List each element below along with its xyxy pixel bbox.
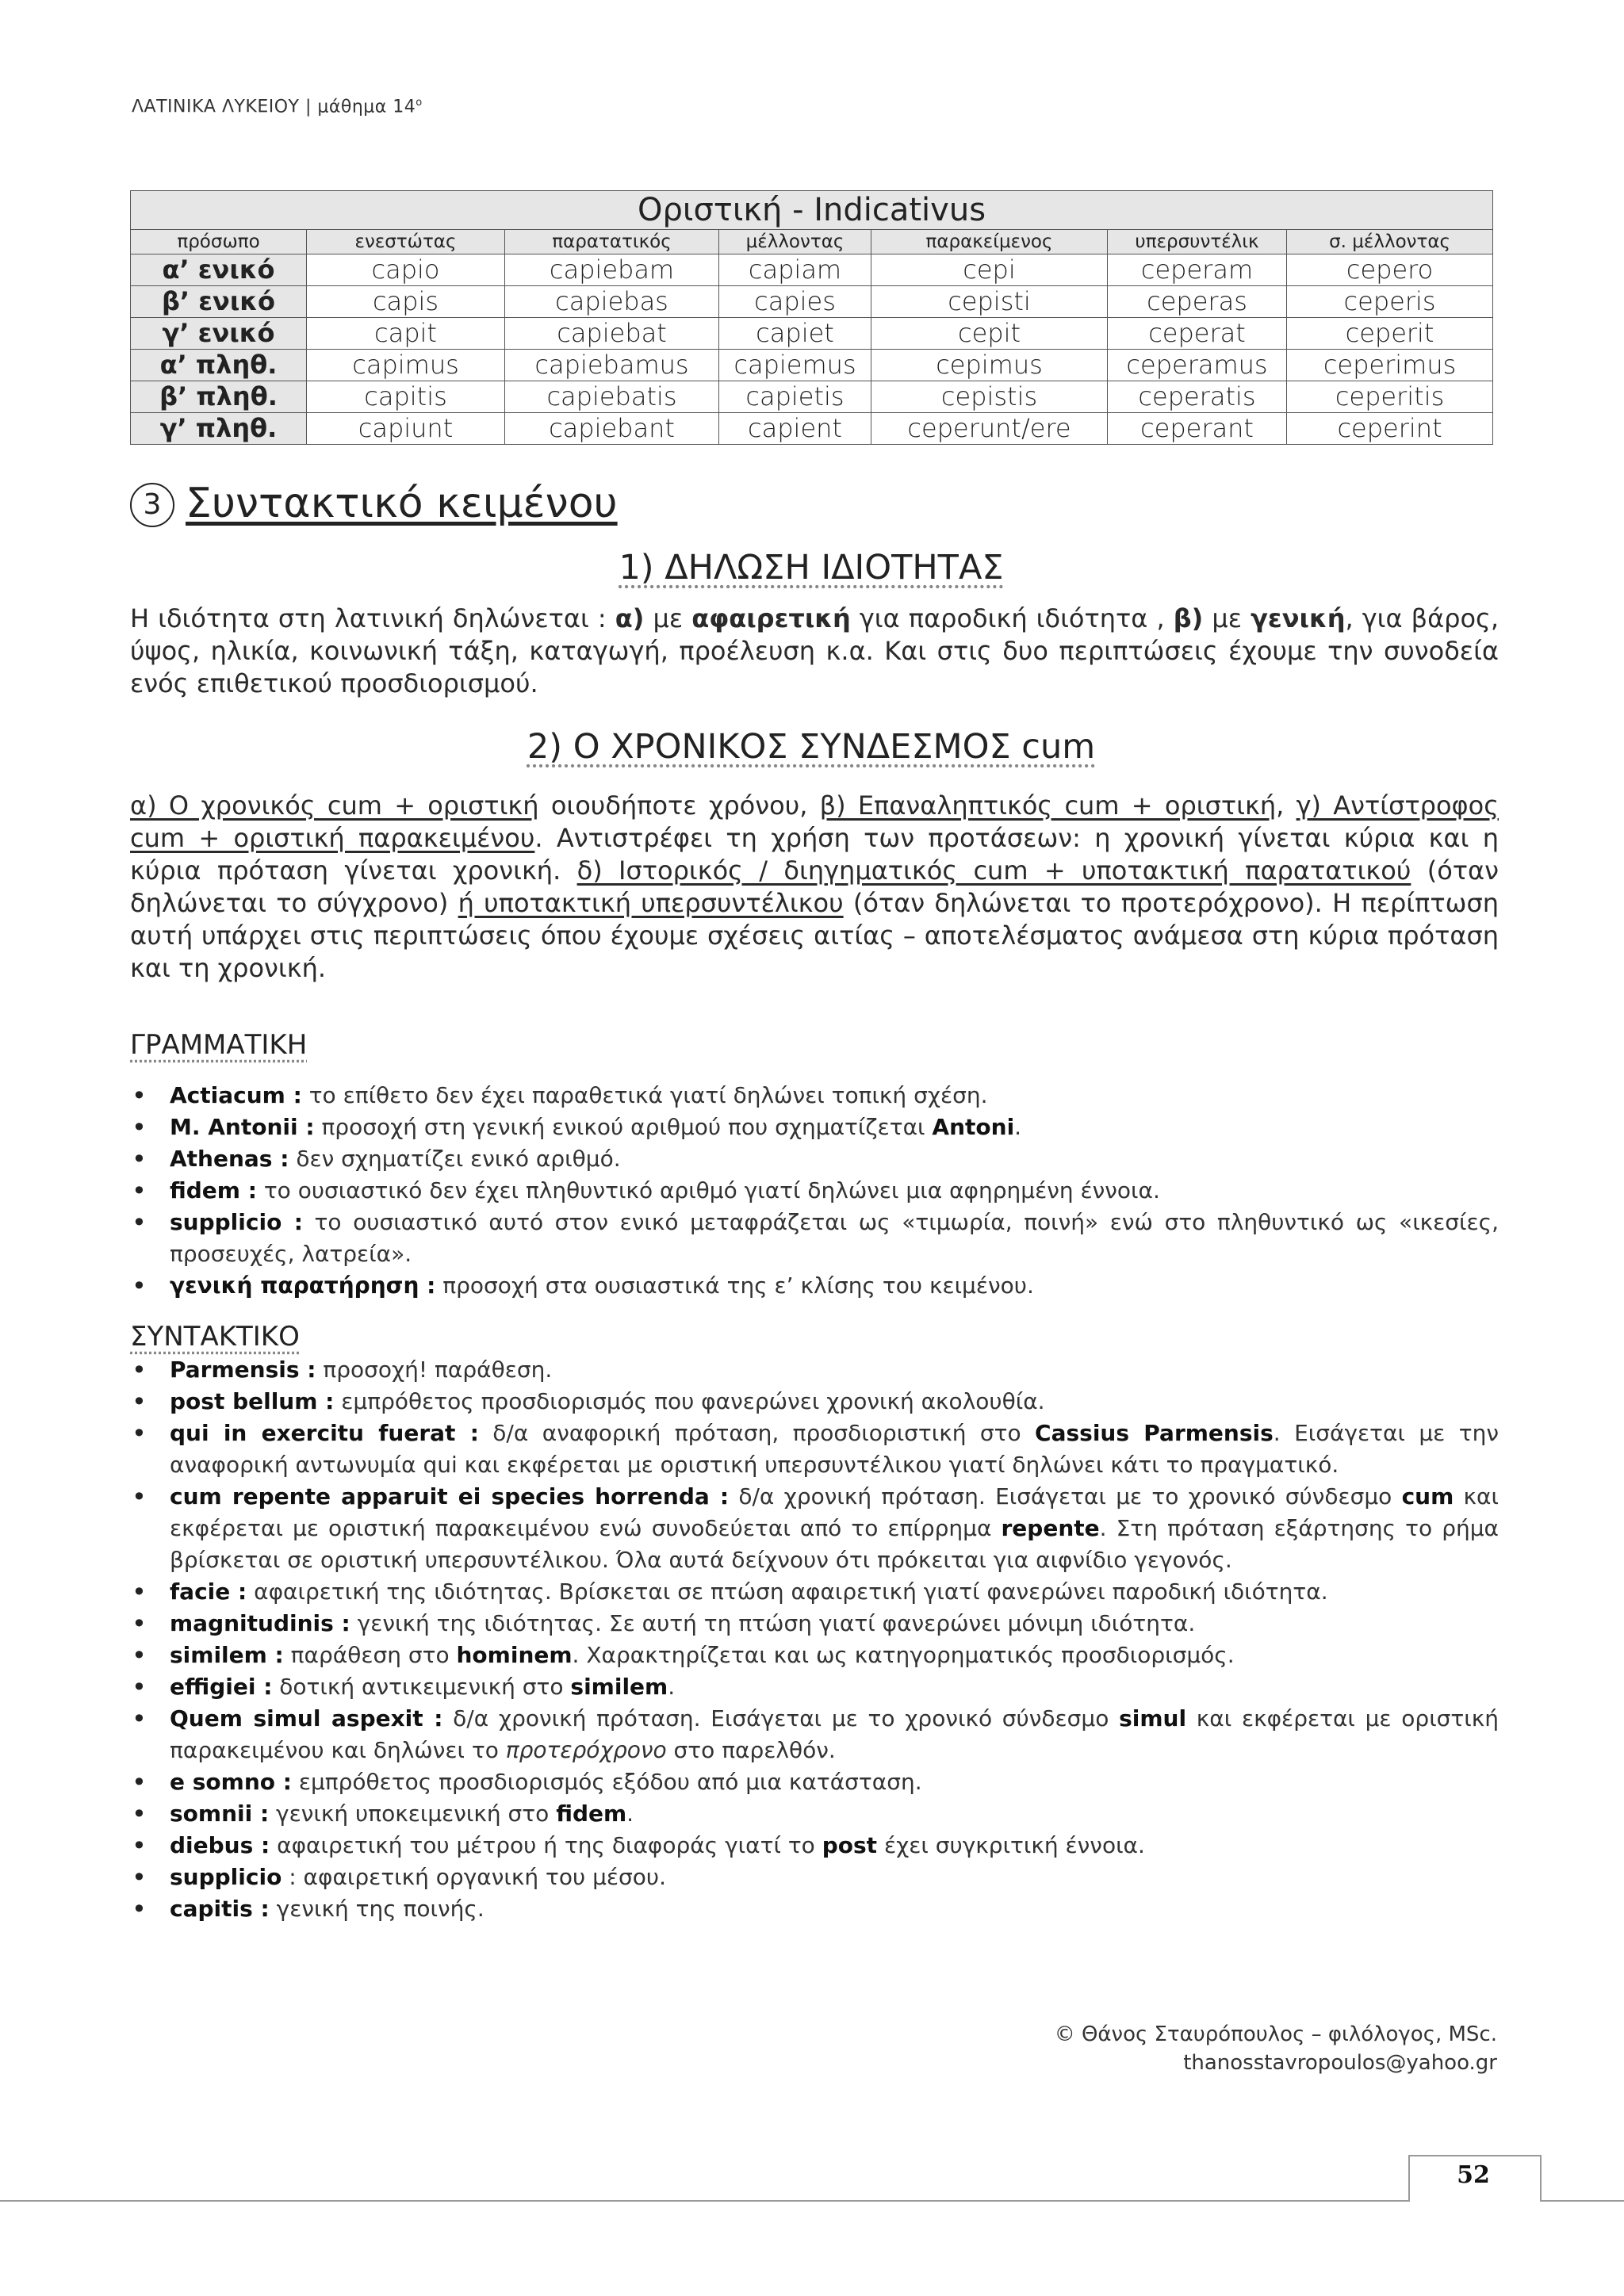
italic-text: προτερόχρονο [505, 1737, 667, 1763]
syntax-list [130, 1354, 1499, 1925]
column-header: πρόσωπο [131, 230, 307, 254]
list-item [130, 1175, 1499, 1207]
term: Athenas : [170, 1146, 289, 1172]
term: Actiacum : [170, 1082, 302, 1108]
paragraph-property [130, 603, 1499, 700]
person-cell: α’ ενικό [131, 254, 307, 286]
text: στο παρελθόν. [666, 1737, 836, 1763]
table-cell: cepisti [871, 286, 1108, 318]
term: facie : [170, 1578, 247, 1605]
table-cell: capiebat [505, 318, 719, 350]
table-cell: capit [307, 318, 505, 350]
text: δοτική αντικειμενική στο [272, 1674, 571, 1700]
table-cell: cepi [871, 254, 1108, 286]
text: και εκφέρεται με οριστική παρακειμένου και δηλώνει το [170, 1705, 1499, 1763]
paragraph-cum [130, 790, 1499, 985]
author-name: © Θάνος Σταυρόπουλος – φιλόλογος, MSc. [1054, 2022, 1497, 2046]
table-cell: capis [307, 286, 505, 318]
table-cell: capitis [307, 381, 505, 413]
list-item [130, 1830, 1499, 1862]
table-title: Οριστική - Indicativus [131, 191, 1493, 230]
text: εμπρόθετος προσδιορισμός που φανερώνει χρονική ακολουθία. [334, 1388, 1045, 1414]
text: γενική της ιδιότητας. Σε αυτή τη πτώση γιατί φανερώνει μόνιμη ιδιότητα. [350, 1610, 1196, 1636]
table-cell: capiam [719, 254, 871, 286]
column-header: ενεστώτας [307, 230, 505, 254]
text: προσοχή στη γενική ενικού αριθμού που σχηματίζεται [314, 1114, 933, 1140]
term: cum repente apparuit ei species horrenda : [170, 1483, 730, 1510]
text: το ουσιαστικό αυτό στον ενικό μεταφράζεται ως «τιμωρία, ποινή» ενώ στο πληθυντικό ως «ικεσίες, προσευχές, λατρεία». [170, 1209, 1499, 1267]
table-cell: ceperas [1108, 286, 1287, 318]
text: . Χαρακτηρίζεται και ως κατηγορηματικός προσδιορισμός. [572, 1642, 1235, 1668]
subheading-cum [130, 725, 1492, 769]
table-cell: ceperitis [1287, 381, 1493, 413]
person-cell: β’ πληθ. [131, 381, 307, 413]
table-row [131, 318, 1493, 350]
text: , [1276, 790, 1297, 821]
table-cell: capiet [719, 318, 871, 350]
running-header-sup: ο [416, 97, 423, 109]
text: . [668, 1674, 676, 1700]
text: για παροδική ιδιότητα , [850, 603, 1174, 633]
indicative-conjugation-table [130, 190, 1493, 445]
term: magnitudinis : [170, 1610, 350, 1636]
person-cell: α’ πληθ. [131, 350, 307, 381]
list-item [130, 1671, 1499, 1703]
table-cell: capient [719, 413, 871, 445]
table-cell: capietis [719, 381, 871, 413]
term: post bellum : [170, 1388, 335, 1414]
text: γενική υποκειμενική στο [269, 1800, 557, 1827]
table-cell: ceperat [1108, 318, 1287, 350]
term: diebus : [170, 1832, 270, 1858]
list-item [130, 1386, 1499, 1418]
text: με [1203, 603, 1251, 633]
term: e somno : [170, 1769, 292, 1795]
table-cell: capiebamus [505, 350, 719, 381]
bold-text: α) [615, 603, 645, 633]
term: M. Antonii : [170, 1114, 315, 1140]
bold-text: cum [1401, 1483, 1454, 1510]
term: qui in exercitu fuerat : [170, 1420, 479, 1446]
table-row [131, 254, 1493, 286]
table-cell: capiebatis [505, 381, 719, 413]
list-item [130, 1080, 1499, 1112]
term: capitis : [170, 1896, 270, 1922]
table-cell: ceperant [1108, 413, 1287, 445]
grammar-list [130, 1080, 1499, 1302]
grammar-heading: ΓΡΑΜΜΑΤΙΚΗ [130, 1029, 308, 1061]
underlined-text: β) Επαναληπτικός cum + οριστική [819, 790, 1277, 821]
term: supplicio [170, 1864, 282, 1890]
text: και εκφέρεται με οριστική παρακειμένου ενώ συνοδεύεται από το επίρρημα [170, 1483, 1499, 1541]
text: . [1014, 1114, 1022, 1140]
list-item [130, 1143, 1499, 1175]
section-title: Συντακτικό κειμένου [186, 480, 618, 527]
text: δ/α χρονική πρόταση. Εισάγεται με το χρονικό σύνδεσμο [442, 1705, 1120, 1732]
text: προσοχή στα ουσιαστικά της ε’ κλίσης του κειμένου. [435, 1272, 1034, 1299]
text: . [626, 1800, 634, 1827]
text: με [644, 603, 692, 633]
text: το ουσιαστικό δεν έχει πληθυντικό αριθμό γιατί δηλώνει μια αφηρημένη έννοια. [256, 1177, 1160, 1203]
table-cell: capiemus [719, 350, 871, 381]
text: δεν σχηματίζει ενικό αριθμό. [289, 1146, 621, 1172]
table-row [131, 350, 1493, 381]
bold-text: repente [1001, 1515, 1100, 1541]
bold-text: simul [1119, 1705, 1187, 1732]
syntax-heading: ΣΥΝΤΑΚΤΙΚΟ [130, 1321, 300, 1353]
list-item [130, 1798, 1499, 1830]
column-header: παρακείμενος [871, 230, 1108, 254]
author-email: thanosstavropoulos@yahoo.gr [1183, 2051, 1497, 2075]
bold-text: similem [570, 1674, 668, 1700]
table-cell: cepero [1287, 254, 1493, 286]
term: effigiei : [170, 1674, 273, 1700]
text: Η ιδιότητα στη λατινική δηλώνεται : [130, 603, 615, 633]
running-header-text: ΛΑΤΙΝΙΚΑ ΛΥΚΕΙΟΥ | μάθημα 14 [132, 97, 416, 117]
list-item [130, 1608, 1499, 1640]
bold-text: Antoni [932, 1114, 1015, 1140]
table-cell: ceperamus [1108, 350, 1287, 381]
term: similem : [170, 1642, 284, 1668]
text: (όταν δηλώνεται το σύγχρονο) [130, 855, 1500, 918]
underlined-text: δ) Ιστορικός / διηγηματικός cum + υποτακτική παρατατικού [576, 855, 1411, 886]
list-item [130, 1640, 1499, 1671]
table-cell: capiebas [505, 286, 719, 318]
text: . Αντιστρέφει τη χρήση των προτάσεων: η χρονική γίνεται κύρια και η κύρια πρόταση γίνεται χρονική. [130, 823, 1500, 886]
column-header: παρατατικός [505, 230, 719, 254]
text: γενική της ποινής. [269, 1896, 485, 1922]
term: fidem : [170, 1177, 257, 1203]
bold-text: γενική [1251, 603, 1346, 633]
text: αφαιρετική της ιδιότητας. Βρίσκεται σε πτώση αφαιρετική γιατί φανερώνει παροδική ιδιότητα. [247, 1578, 1328, 1605]
section-heading [130, 477, 618, 530]
column-header: μέλλοντας [719, 230, 871, 254]
term: Parmensis : [170, 1357, 316, 1383]
bold-text: β) [1173, 603, 1204, 633]
table-cell: ceperint [1287, 413, 1493, 445]
page-number: 52 [1457, 2161, 1490, 2189]
person-cell: β’ ενικό [131, 286, 307, 318]
table-row [131, 286, 1493, 318]
subheading-cum-text: 2) Ο ΧΡΟΝΙΚΟΣ ΣΥΝΔΕΣΜΟΣ cum [527, 727, 1096, 767]
person-cell: γ’ πληθ. [131, 413, 307, 445]
text: προσοχή! παράθεση. [316, 1357, 553, 1383]
text: δ/α χρονική πρόταση. Εισάγεται με το χρονικό σύνδεσμο [729, 1483, 1402, 1510]
list-item [130, 1481, 1499, 1576]
table-cell: capio [307, 254, 505, 286]
table-cell: cepit [871, 318, 1108, 350]
text: δ/α αναφορική πρόταση, προσδιοριστική στο [478, 1420, 1036, 1446]
text: (όταν δηλώνεται το προτερόχρονο). Η περίπτωση αυτή υπάρχει στις περιπτώσεις όπου έχουμε σχέσεις αιτίας – αποτελέσματος ανάμεσα στη κύρια πρόταση και τη χρονική. [130, 888, 1500, 983]
table-cell: capies [719, 286, 871, 318]
table-cell: cepimus [871, 350, 1108, 381]
term: Quem simul aspexit : [170, 1705, 443, 1732]
list-item [130, 1112, 1499, 1143]
text: παράθεση στο [283, 1642, 457, 1668]
author-credit [1055, 2020, 1497, 2077]
text: εμπρόθετος προσδιορισμός εξόδου από μια κατάσταση. [291, 1769, 922, 1795]
term: γενική παρατήρηση : [170, 1272, 436, 1299]
underlined-text: γ) Αντίστροφος cum + οριστική παρακειμένου [130, 790, 1500, 853]
column-header: σ. μέλλοντας [1287, 230, 1493, 254]
table-cell: ceperatis [1108, 381, 1287, 413]
table-cell: ceperis [1287, 286, 1493, 318]
underlined-text: ή υποτακτική υπερσυντέλικου [458, 888, 844, 918]
running-header [132, 97, 423, 117]
text: έχει συγκριτική έννοια. [877, 1832, 1145, 1858]
list-item [130, 1766, 1499, 1798]
bold-text: fidem [556, 1800, 627, 1827]
table-row [131, 381, 1493, 413]
term: supplicio : [170, 1209, 303, 1235]
text: : αφαιρετική οργανική του μέσου. [282, 1864, 667, 1890]
term: somnii : [170, 1800, 270, 1827]
bold-text: Cassius Parmensis [1035, 1420, 1274, 1446]
table-cell: ceperimus [1287, 350, 1493, 381]
person-cell: γ’ ενικό [131, 318, 307, 350]
bold-text: αφαιρετική [691, 603, 851, 633]
table-row [131, 413, 1493, 445]
subheading-property [130, 545, 1492, 590]
table-cell: capimus [307, 350, 505, 381]
bold-text: post [822, 1832, 878, 1858]
table-cell: capiebant [505, 413, 719, 445]
list-item [130, 1703, 1499, 1766]
list-item [130, 1270, 1499, 1302]
text: . Στη πρόταση εξάρτησης το ρήμα βρίσκεται σε οριστική υπερσυντέλικου. Όλα αυτά δείχνουν ότι πρόκειται για αιφνίδιο γεγονός. [170, 1515, 1499, 1573]
text: οιουδήποτε χρόνου, [538, 790, 820, 821]
bold-text: hominem [456, 1642, 573, 1668]
list-item [130, 1207, 1499, 1270]
text: το επίθετο δεν έχει παραθετικά γιατί δηλώνει τοπική σχέση. [301, 1082, 988, 1108]
table-cell: ceperam [1108, 254, 1287, 286]
list-item [130, 1862, 1499, 1893]
table-cell: ceperit [1287, 318, 1493, 350]
text: . Εισάγεται με την αναφορική αντωνυμία qui και εκφέρεται με οριστική υπερσυντέλικου γιατί δηλώνει κάτι το πραγματικό. [170, 1420, 1499, 1478]
list-item [130, 1418, 1499, 1481]
table-cell: ceperunt/ere [871, 413, 1108, 445]
table-cell: cepistis [871, 381, 1108, 413]
underlined-text: α) Ο χρονικός cum + οριστική [130, 790, 539, 821]
text: αφαιρετική του μέτρου ή της διαφοράς γιατί το [270, 1832, 822, 1858]
table-cell: capiebam [505, 254, 719, 286]
footer-divider [0, 2200, 1624, 2202]
table-cell: capiunt [307, 413, 505, 445]
list-item [130, 1576, 1499, 1608]
list-item [130, 1354, 1499, 1386]
column-header: υπερσυντέλικ [1108, 230, 1287, 254]
subheading-property-text: 1) ΔΗΛΩΣΗ ΙΔΙΟΤΗΤΑΣ [619, 548, 1004, 587]
list-item [130, 1893, 1499, 1925]
text: , για βάρος, ύψος, ηλικία, κοινωνική τάξη, καταγωγή, προέλευση κ.α. Και στις δυο περιπτώσεις έχουμε την συνοδεία ενός επιθετικού προσδιορισμού. [130, 603, 1500, 698]
section-number-circle: 3 [130, 483, 174, 527]
